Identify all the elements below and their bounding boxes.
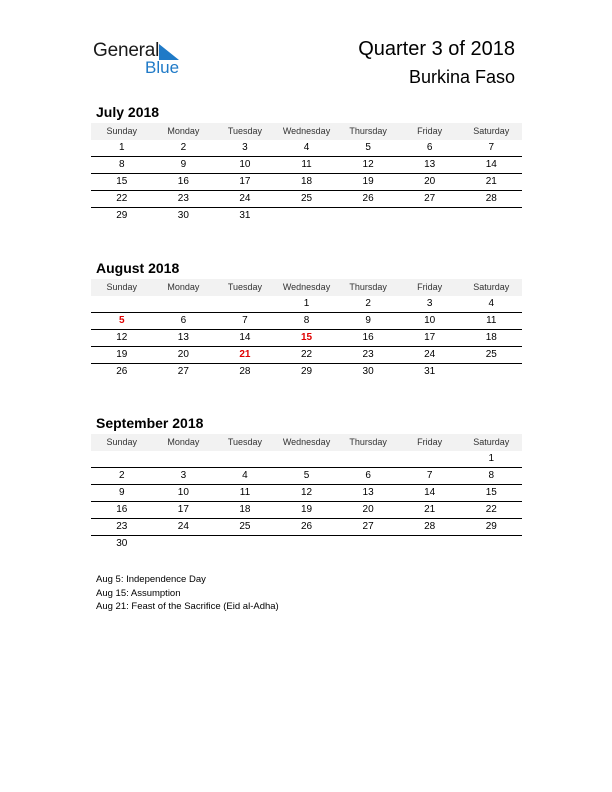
day-cell: 5 bbox=[119, 315, 125, 326]
day-cell: 13 bbox=[177, 332, 189, 343]
day-cell: 16 bbox=[177, 176, 189, 187]
month-calendar-september bbox=[91, 414, 522, 552]
day-cell: 11 bbox=[301, 159, 312, 170]
day-cell: 12 bbox=[116, 332, 128, 343]
month-calendar-july bbox=[91, 103, 522, 224]
weekday-header-row bbox=[91, 279, 522, 296]
day-cell: 18 bbox=[239, 504, 251, 515]
logo bbox=[93, 40, 193, 80]
weekday-label: Sunday bbox=[106, 437, 138, 447]
holiday-item: Aug 21: Feast of the Sacrifice (Eid al-Adha) bbox=[96, 601, 279, 612]
day-cell bbox=[276, 451, 338, 467]
day-cell: 13 bbox=[424, 159, 436, 170]
day-cell: 15 bbox=[485, 487, 497, 498]
day-cell: 8 bbox=[119, 159, 125, 170]
day-cell: 3 bbox=[242, 142, 248, 153]
day-cell: 27 bbox=[362, 521, 374, 532]
weekday-label: Monday bbox=[167, 437, 200, 447]
month-title: September 2018 bbox=[96, 415, 204, 431]
day-cell: 23 bbox=[177, 193, 189, 204]
day-cell: 31 bbox=[424, 366, 436, 377]
day-cell: 28 bbox=[424, 521, 436, 532]
day-cell: 21 bbox=[239, 349, 251, 360]
day-cell: 1 bbox=[303, 298, 310, 309]
day-cell bbox=[337, 451, 399, 467]
day-cell: 7 bbox=[426, 470, 433, 481]
day-cell: 17 bbox=[424, 332, 436, 343]
day-cell: 8 bbox=[488, 470, 495, 481]
day-cell: 1 bbox=[488, 453, 495, 464]
day-cell: 18 bbox=[485, 332, 497, 343]
day-cell: 2 bbox=[365, 298, 371, 309]
day-cell: 28 bbox=[485, 193, 497, 204]
day-cell: 27 bbox=[424, 193, 436, 204]
day-cell bbox=[153, 296, 215, 312]
day-cell: 20 bbox=[362, 504, 374, 515]
weekday-label: Friday bbox=[417, 437, 443, 447]
day-cell bbox=[214, 536, 276, 552]
weekday-label: Sunday bbox=[106, 282, 138, 292]
day-cell bbox=[153, 451, 215, 467]
day-cell: 17 bbox=[177, 504, 189, 515]
country-name: Burkina Faso bbox=[408, 67, 515, 87]
holiday-list bbox=[96, 573, 279, 614]
weekday-label: Monday bbox=[167, 126, 200, 136]
day-cell: 14 bbox=[485, 159, 497, 170]
week-row bbox=[91, 468, 522, 485]
day-cell: 24 bbox=[177, 521, 189, 532]
day-cell: 16 bbox=[116, 504, 128, 515]
day-cell: 11 bbox=[239, 487, 251, 498]
day-cell: 22 bbox=[116, 193, 128, 204]
week-row bbox=[91, 502, 522, 519]
month-title: August 2018 bbox=[96, 260, 180, 276]
week-row bbox=[91, 296, 522, 313]
day-cell: 7 bbox=[488, 142, 495, 153]
week-row bbox=[91, 519, 522, 536]
day-cell: 16 bbox=[362, 332, 374, 343]
day-cell bbox=[214, 296, 276, 312]
day-cell: 22 bbox=[300, 349, 313, 360]
day-cell: 14 bbox=[424, 487, 436, 498]
weekday-label: Thursday bbox=[349, 282, 387, 292]
day-cell: 6 bbox=[365, 470, 371, 481]
month-title: July 2018 bbox=[96, 104, 160, 120]
week-rows bbox=[91, 296, 522, 380]
day-cell: 3 bbox=[426, 298, 433, 309]
day-cell: 19 bbox=[300, 504, 313, 515]
day-cell: 15 bbox=[300, 332, 313, 343]
day-cell: 6 bbox=[180, 315, 187, 326]
day-cell bbox=[91, 296, 153, 312]
day-cell: 30 bbox=[177, 210, 189, 221]
day-cell: 9 bbox=[119, 487, 125, 498]
weekday-label: Sunday bbox=[106, 126, 138, 136]
day-cell: 25 bbox=[239, 521, 251, 532]
day-cell: 27 bbox=[177, 366, 189, 377]
month-calendar-august bbox=[91, 259, 522, 380]
day-cell: 22 bbox=[485, 504, 497, 515]
weekday-label: Tuesday bbox=[227, 282, 263, 292]
day-cell: 19 bbox=[362, 176, 374, 187]
day-cell bbox=[460, 208, 522, 224]
day-cell: 25 bbox=[485, 349, 497, 360]
day-cell: 29 bbox=[485, 521, 497, 532]
week-rows bbox=[91, 140, 522, 224]
day-cell bbox=[337, 208, 399, 224]
logo-blue-text: Blue bbox=[145, 58, 180, 77]
day-cell bbox=[214, 451, 276, 467]
day-cell: 5 bbox=[303, 470, 310, 481]
week-row bbox=[91, 208, 522, 224]
day-cell: 10 bbox=[239, 159, 251, 170]
day-cell: 24 bbox=[239, 193, 251, 204]
weekday-label: Wednesday bbox=[282, 282, 331, 292]
weekday-label: Monday bbox=[167, 282, 200, 292]
day-cell: 8 bbox=[303, 315, 310, 326]
week-row bbox=[91, 330, 522, 347]
day-cell: 17 bbox=[239, 176, 251, 187]
day-cell: 4 bbox=[303, 142, 310, 153]
week-row bbox=[91, 140, 522, 157]
day-cell: 15 bbox=[116, 176, 128, 187]
day-cell: 29 bbox=[116, 210, 128, 221]
week-row bbox=[91, 313, 522, 330]
day-cell: 26 bbox=[116, 366, 128, 377]
weekday-label: Tuesday bbox=[227, 126, 263, 136]
week-row bbox=[91, 347, 522, 364]
day-cell: 2 bbox=[180, 142, 187, 153]
weekday-label: Friday bbox=[417, 126, 443, 136]
day-cell bbox=[153, 536, 215, 552]
day-cell: 11 bbox=[486, 315, 497, 326]
weekday-label: Saturday bbox=[473, 126, 510, 136]
week-row bbox=[91, 536, 522, 552]
day-cell: 12 bbox=[300, 487, 313, 498]
day-cell: 2 bbox=[119, 470, 125, 481]
day-cell: 25 bbox=[300, 193, 313, 204]
day-cell: 21 bbox=[485, 176, 497, 187]
weekday-label: Thursday bbox=[349, 437, 387, 447]
day-cell: 3 bbox=[180, 470, 187, 481]
day-cell: 9 bbox=[365, 315, 371, 326]
day-cell bbox=[276, 208, 338, 224]
day-cell: 7 bbox=[242, 315, 248, 326]
day-cell: 14 bbox=[239, 332, 251, 343]
week-row bbox=[91, 485, 522, 502]
day-cell: 29 bbox=[300, 366, 313, 377]
logo-general-text: General bbox=[93, 40, 160, 61]
day-cell: 31 bbox=[239, 210, 251, 221]
day-cell: 4 bbox=[488, 298, 495, 309]
day-cell: 4 bbox=[242, 470, 248, 481]
day-cell: 10 bbox=[177, 487, 189, 498]
day-cell bbox=[91, 451, 153, 467]
day-cell: 9 bbox=[180, 159, 187, 170]
day-cell: 28 bbox=[239, 366, 251, 377]
day-cell bbox=[399, 208, 461, 224]
week-rows bbox=[91, 451, 522, 552]
day-cell: 20 bbox=[424, 176, 436, 187]
week-row bbox=[91, 191, 522, 208]
weekday-label: Friday bbox=[417, 282, 443, 292]
weekday-header-row bbox=[91, 434, 522, 451]
day-cell: 23 bbox=[362, 349, 374, 360]
day-cell bbox=[399, 451, 461, 467]
page-title: Quarter 3 of 2018 bbox=[358, 38, 515, 60]
day-cell: 13 bbox=[362, 487, 374, 498]
day-cell: 10 bbox=[424, 315, 436, 326]
day-cell: 30 bbox=[362, 366, 374, 377]
day-cell bbox=[276, 536, 338, 552]
day-cell: 26 bbox=[362, 193, 374, 204]
day-cell: 23 bbox=[116, 521, 128, 532]
weekday-header-row bbox=[91, 123, 522, 140]
weekday-label: Wednesday bbox=[282, 437, 331, 447]
week-row bbox=[91, 157, 522, 174]
day-cell: 26 bbox=[300, 521, 313, 532]
holiday-item: Aug 15: Assumption bbox=[96, 587, 181, 599]
day-cell: 12 bbox=[362, 159, 374, 170]
day-cell: 30 bbox=[116, 538, 128, 549]
holiday-item: Aug 5: Independence Day bbox=[96, 574, 206, 585]
weekday-label: Saturday bbox=[473, 437, 510, 447]
day-cell: 24 bbox=[424, 349, 436, 360]
day-cell: 18 bbox=[300, 176, 313, 187]
day-cell: 21 bbox=[424, 504, 436, 515]
week-row bbox=[91, 174, 522, 191]
day-cell bbox=[399, 536, 461, 552]
weekday-label: Saturday bbox=[473, 282, 510, 292]
weekday-label: Wednesday bbox=[282, 126, 331, 136]
day-cell bbox=[337, 536, 399, 552]
day-cell: 20 bbox=[177, 349, 189, 360]
day-cell: 5 bbox=[365, 142, 371, 153]
day-cell: 6 bbox=[426, 142, 433, 153]
week-row bbox=[91, 364, 522, 380]
weekday-label: Thursday bbox=[349, 126, 387, 136]
day-cell: 1 bbox=[119, 142, 125, 153]
day-cell: 19 bbox=[116, 349, 128, 360]
day-cell bbox=[460, 536, 522, 552]
week-row bbox=[91, 451, 522, 468]
day-cell bbox=[460, 364, 522, 380]
weekday-label: Tuesday bbox=[227, 437, 263, 447]
